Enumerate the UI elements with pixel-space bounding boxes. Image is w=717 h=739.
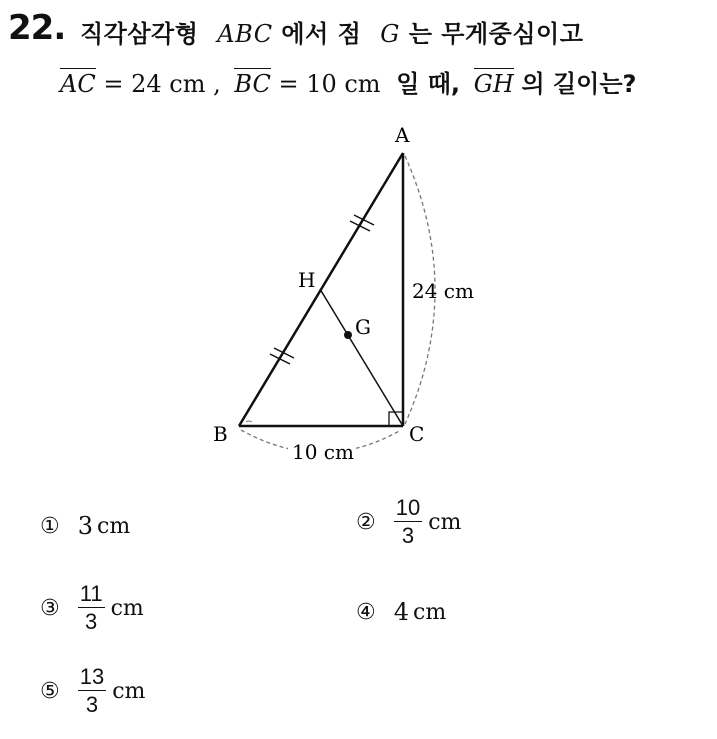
label-c: C — [409, 422, 425, 446]
choice-3-denominator: 3 — [85, 609, 98, 634]
q-ac: AC — [60, 70, 96, 98]
label-a: A — [395, 123, 410, 147]
choice-1-unit: cm — [97, 513, 131, 539]
choice-1-mark: ① — [40, 513, 60, 539]
q-bc: BC — [234, 70, 271, 98]
q-text-3: 는 무게중심이고 — [408, 20, 584, 48]
centroid-point — [344, 331, 352, 339]
choice-2-mark: ② — [356, 510, 376, 535]
choice-3-mark: ③ — [40, 596, 60, 621]
q-gh: GH — [473, 70, 514, 98]
label-b: B — [213, 422, 228, 446]
q-g: G — [380, 20, 400, 48]
choice-1-value: 3 — [77, 512, 94, 540]
choice-1[interactable] — [40, 512, 130, 540]
label-ac-length: 24 cm — [412, 279, 474, 303]
choice-3-fraction — [78, 581, 105, 636]
choice-3-numerator: 11 — [79, 581, 103, 606]
choice-2[interactable] — [356, 495, 461, 550]
angle-arc-b — [246, 421, 252, 422]
q-abc: ABC — [217, 20, 273, 48]
choice-5-fraction — [78, 664, 106, 719]
q-text-1: 직각삼각형 — [80, 20, 199, 48]
q-text-4: 일 때, — [396, 70, 461, 98]
choice-2-fraction — [394, 495, 422, 550]
choice-2-numerator: 10 — [395, 495, 421, 520]
choice-3[interactable] — [40, 581, 144, 636]
choice-4-mark: ④ — [356, 599, 376, 625]
label-bc-length: 10 cm — [292, 440, 354, 464]
choice-5-unit: cm — [112, 679, 146, 704]
choice-5-denominator: 3 — [85, 692, 99, 717]
question-number: 22. — [8, 8, 66, 48]
choice-3-unit: cm — [110, 596, 144, 621]
q-eq1: = 24 cm , — [103, 70, 221, 98]
choice-5-mark: ⑤ — [40, 679, 60, 704]
choice-4-value: 4 — [393, 598, 410, 626]
choice-2-unit: cm — [428, 510, 462, 535]
choice-2-denominator: 3 — [401, 523, 415, 548]
label-h: H — [298, 268, 316, 292]
q-eq2: = 10 cm — [278, 70, 381, 98]
choice-4[interactable] — [356, 598, 446, 626]
choice-4-unit: cm — [413, 599, 447, 625]
label-g: G — [355, 315, 371, 339]
q-text-2: 에서 점 — [281, 20, 362, 48]
choice-5[interactable] — [40, 664, 145, 719]
median-ch — [320, 289, 403, 426]
q-text-5: 의 길이는? — [521, 70, 637, 98]
choice-5-numerator: 13 — [79, 664, 105, 689]
